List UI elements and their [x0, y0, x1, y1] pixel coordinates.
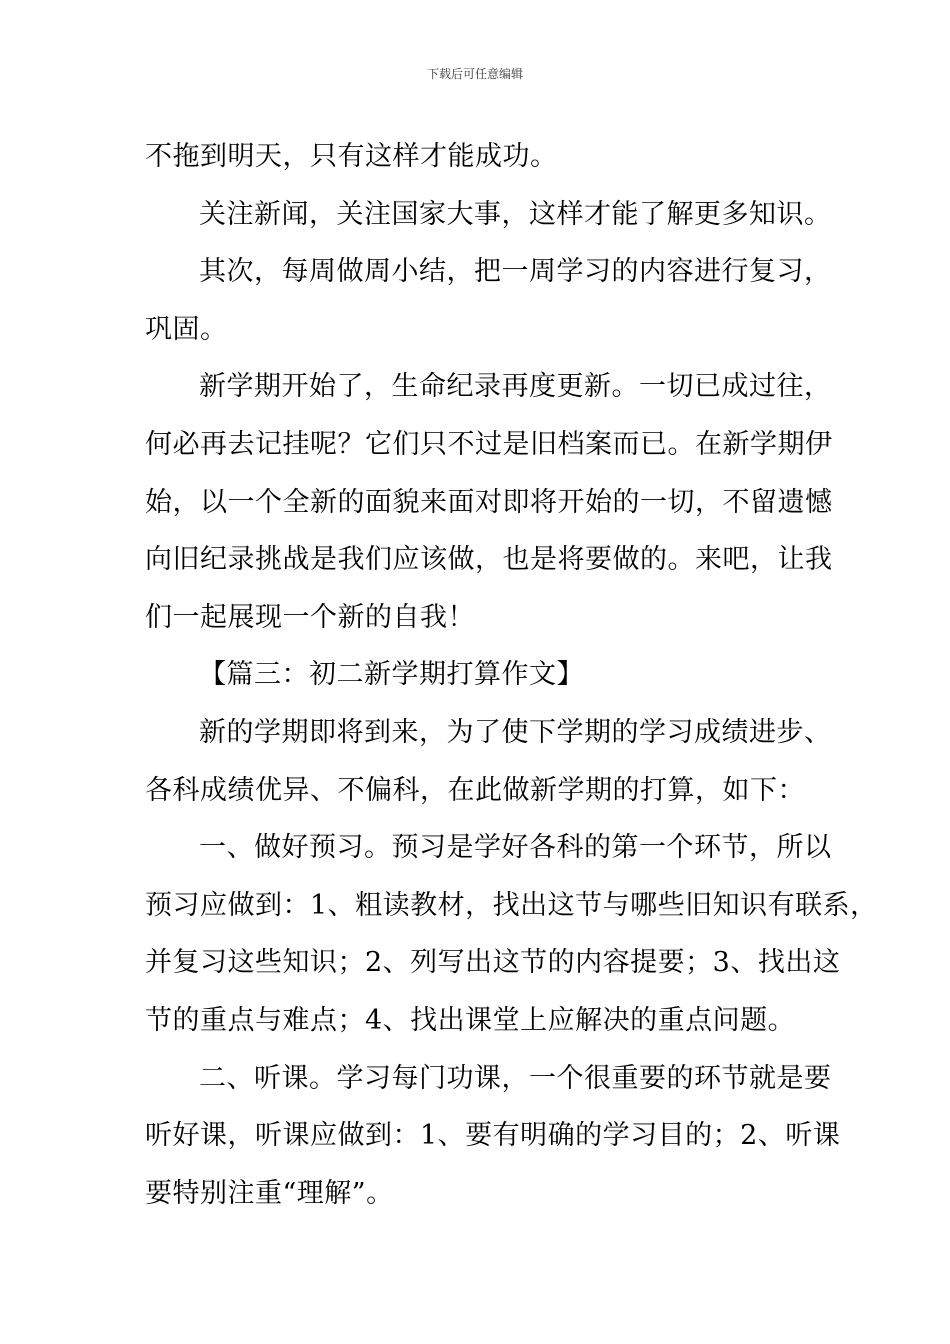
text-line: 听好课，听课应做到：1、要有明确的学习目的；2、听课: [145, 1120, 841, 1152]
text-line: 并复习这些知识；2、列写出这节的内容提要；3、找出这: [145, 947, 841, 979]
text-line: 其次，每周做周小结，把一周学习的内容进行复习，: [199, 256, 832, 288]
text-line: 向旧纪录挑战是我们应该做，也是将要做的。来吧，让我: [145, 544, 833, 576]
text-line: 始，以一个全新的面貌来面对即将开始的一切，不留遗憾: [145, 486, 833, 518]
document-body: [145, 128, 878, 1222]
text-line: 预习应做到：1、粗读教材，找出这节与哪些旧知识有联系，: [145, 889, 878, 921]
text-line: 节的重点与难点；4、找出课堂上应解决的重点问题。: [145, 1004, 796, 1036]
text-line: 二、听课。学习每门功课，一个很重要的环节就是要: [199, 1062, 832, 1094]
text-line: 何必再去记挂呢？它们只不过是旧档案而已。在新学期伊: [145, 428, 833, 460]
text-line: 关注新闻，关注国家大事，这样才能了解更多知识。: [199, 198, 832, 230]
text-line: 要特别注重“理解”。: [145, 1177, 394, 1209]
text-line: 一、做好预习。预习是学好各科的第一个环节，所以: [199, 832, 832, 864]
text-line: 巩固。: [145, 313, 228, 345]
text-line: 新的学期即将到来，为了使下学期的学习成绩进步、: [199, 716, 832, 748]
text-line: 新学期开始了，生命纪录再度更新。一切已成过往，: [199, 371, 832, 403]
text-line: 们一起展现一个新的自我！: [145, 601, 475, 633]
section-heading: 【篇三：初二新学期打算作文】: [199, 659, 584, 691]
header-note: 下载后可任意编辑: [426, 67, 523, 81]
text-line: 各科成绩优异、不偏科，在此做新学期的打算，如下：: [145, 774, 805, 806]
text-line: 不拖到明天，只有这样才能成功。: [145, 141, 558, 172]
